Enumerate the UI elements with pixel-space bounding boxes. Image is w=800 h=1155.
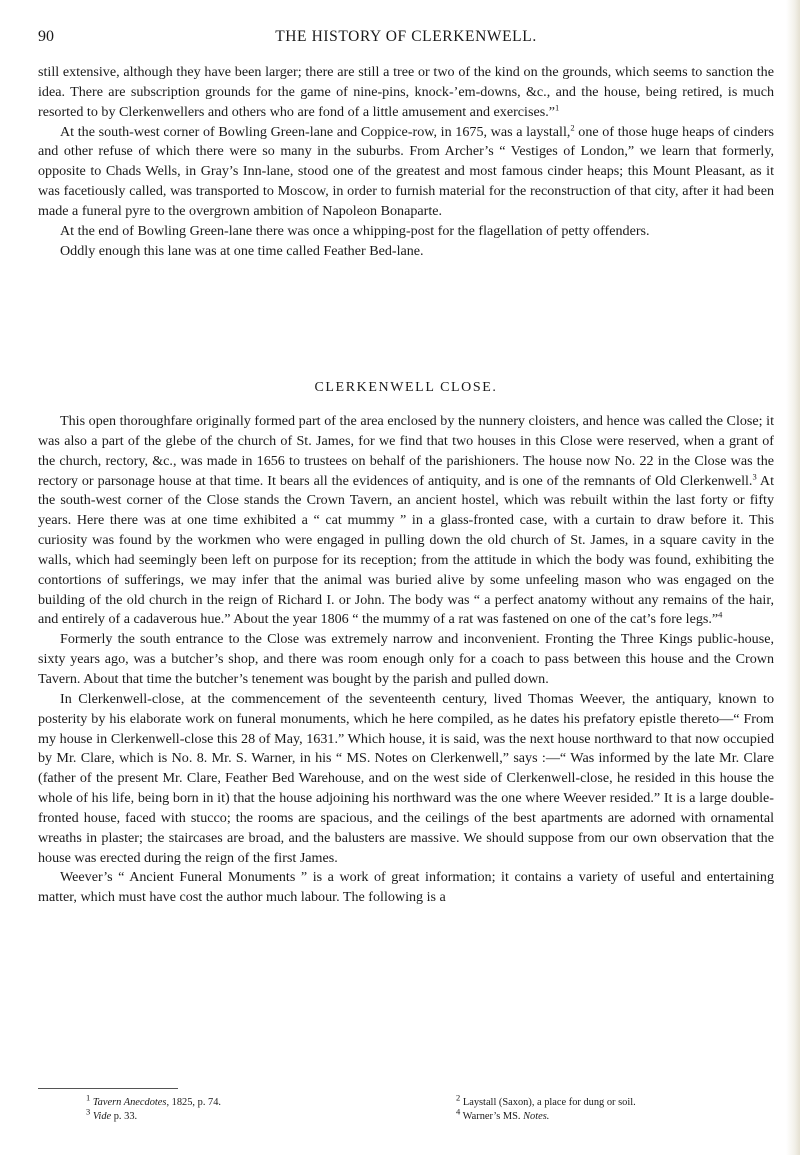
body-text-top — [38, 63, 774, 261]
book-page — [38, 0, 774, 1155]
running-title: THE HISTORY OF CLERKENWELL. — [275, 28, 537, 45]
paragraph: This open thoroughfare originally formed part of the area enclosed by the nunnery cloisters, and hence was called the Close; it was also a part of the glebe of the church of St. James, for we find that two houses in this Close were reserved, when a grant of the church, rectory, &c., was made in 1656 to trustees on behalf of the parishioners. The house now No. 22 in the Close was the rectory or parsonage house at that time. It bears all the evidences of antiquity, and is one of the remnants of Old Clerkenwell.$^3$ At the south-west corner of the Close stands the Crown Tavern, an ancient hostel, which was rebuilt within the last forty or fifty years. Here there was at one time exhibited a “ cat mummy ” in a glass-fronted case, with a curtain to draw before it. This curiosity was found by the workmen who were engaged in pulling down the old church of St. James, in a square cavity in the walls, which had seemingly been left on purpose for its reception; from the attitude in which the body was found, exhibiting the contortions of sufferings, we may infer that the animal was buried alive by some unfeeling mason who was engaged on the building of the old church in the reign of Richard I. or John. The body was “ a perfect anatomy without any remains of the hair, and entirely of a cadaverous hue.” About the year 1806 “ the mummy of a rat was fastened on one of the cat’s fore legs.”$^4$ — [38, 413, 774, 628]
section-heading: CLERKENWELL CLOSE. — [314, 380, 498, 395]
footnote-rule — [38, 1088, 178, 1089]
footnote-ref[interactable]: 3 — [752, 470, 757, 481]
paragraph: Weever’s “ Ancient Funeral Monuments ” is a work of great information; it contains a variety of useful and entertaining matter, which must have cost the author much labour. The following is a — [38, 869, 774, 906]
footnote-ref[interactable]: 1 — [554, 102, 560, 112]
paragraph: still extensive, although they have been larger; there are still a tree or two of the kind on the grounds, which seems to sanction the idea. There are subscription grounds for the game of nine-pins, knock-’em-downs, &c., and the house, being retired, is much resorted to by Clerkenwellers and others who are fond of a little amusement and exercises.”$^1$ — [38, 64, 774, 120]
running-head — [38, 28, 774, 52]
footnote: $^4$ Warner’s MS. Notes. — [456, 1106, 550, 1122]
page-number: 90 — [38, 28, 54, 45]
footnote-ref[interactable]: 4 — [718, 609, 723, 620]
paragraph: At the south-west corner of Bowling Green-lane and Coppice-row, in 1675, was a laystall,$^2$ one of those huge heaps of cinders and other refuse of which there were so many in the suburbs. From Archer’s “ Vestiges of London,” we learn that formerly, opposite to Chads Wells, in Gray’s Inn-lane, stood one of the greatest and most famous cinder heaps; this Mount Pleasant, as it was facetiously called, was transported to Moscow, in order to furnish material for the reconstruction of that city, after it had been made a funeral pyre to the overgrown ambition of Napoleon Bonaparte. — [38, 121, 774, 219]
paragraph: In Clerkenwell-close, at the commencement of the seventeenth century, lived Thomas Weever, the antiquary, known to posterity by his elaborate work on funeral monuments, which he here compiled, as he dates his prefatory epistle thereto—“ From my house in Clerkenwell-close this 28 of May, 1631.” Which house, it is said, was the next house northward to that now occupied by Mr. Clare, which is No. 8. Mr. S. Warner, in his “ MS. Notes on Clerkenwell,” says :—“ Was informed by the late Mr. Clare (father of the present Mr. Clare, Feather Bed Warehouse, and on the west side of Clerkenwell-close, he resided in this house the whole of his life, being born in it) that the house adjoining his northward was the one where Weever resided.” It is a large double-fronted house, faced with stucco; the rooms are spacious, and the ceilings of the best apartments are adorned with ornamental wreaths in plaster; the staircases are broad, and the balusters are massive. We should suppose from our own observation that the house was erected during the reign of the first James. — [38, 690, 774, 866]
paragraph: Formerly the south entrance to the Close was extremely narrow and inconvenient. Fronting the Three Kings public-house, sixty years ago, was a butcher’s shop, and there was room enough only for a coach to pass between this house and the Crown Tavern. About that time the butcher’s tenement was bought by the parish and pulled down. — [38, 631, 774, 687]
page-edge — [786, 0, 800, 1155]
footnotes-left-column — [86, 1092, 416, 1124]
footnote: $^1$ Tavern Anecdotes, 1825, p. 74. — [86, 1092, 222, 1108]
footnote: $^2$ Laystall (Saxon), a place for dung or soil. — [456, 1092, 636, 1108]
footnote: $^3$ Vide p. 33. — [86, 1106, 138, 1122]
body-text-close — [38, 412, 774, 908]
footnotes-right-column — [456, 1092, 774, 1124]
paragraph: Oddly enough this lane was at one time called Feather Bed-lane. — [60, 242, 424, 259]
footnote-ref[interactable]: 2 — [570, 121, 575, 132]
paragraph: At the end of Bowling Green-lane there was once a whipping-post for the flagellation of petty offenders. — [60, 222, 650, 239]
